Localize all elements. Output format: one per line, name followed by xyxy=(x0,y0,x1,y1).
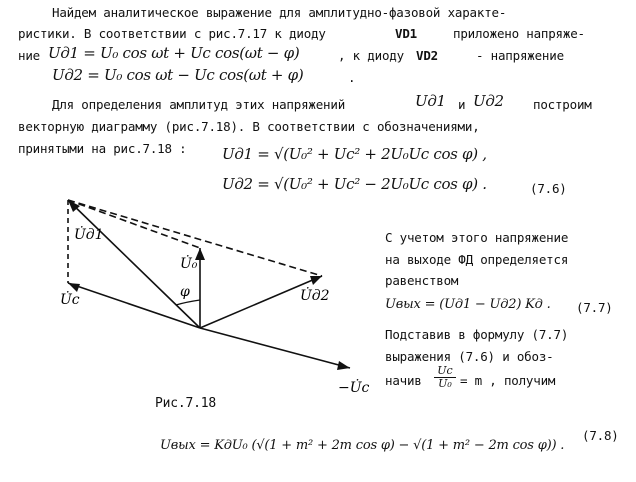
equation-7-8-number: (7.8) xyxy=(582,428,619,443)
p2-line1-text: Для определения амплитуд этих напряжений xyxy=(52,97,346,112)
p2-line3: принятыми на рис.7.18 : xyxy=(18,141,187,156)
diode-vd2-label: VD2 xyxy=(416,48,438,63)
figure-caption: Рис.7.18 xyxy=(155,396,217,411)
p2-line1-end: построим xyxy=(533,97,592,112)
p1-line1: Найдем аналитическое выражение для амплитудно-фазовой характе- xyxy=(52,5,507,20)
side-line6-end: = m , получим xyxy=(460,373,556,388)
label-uc: U̇c xyxy=(60,292,80,308)
equation-7-6-b: Uд2 = √(U₀² + Uc² − 2U₀Uc cos φ) . xyxy=(222,175,487,193)
side-line5: выражения (7.6) и обоз- xyxy=(385,349,554,364)
p2-line2: векторную диаграмму (рис.7.18). В соответствии с обозначениями, xyxy=(18,119,480,134)
fraction-uc-over-u0 xyxy=(434,365,456,390)
symbol-ua2: Uд2 xyxy=(473,92,504,110)
side-line2: на выходе ФД определяется xyxy=(385,252,569,267)
diode-vd1-label: VD1 xyxy=(395,26,417,41)
ua2-arrowhead xyxy=(310,276,322,285)
side-line3: равенством xyxy=(385,273,459,288)
p1-line3-end: - напряжение xyxy=(476,48,564,63)
minus-uc-vector xyxy=(200,328,350,368)
equation-7-6-number: (7.6) xyxy=(530,181,567,196)
phi-angle-arc xyxy=(176,300,200,305)
label-minus-uc: −U̇c xyxy=(338,380,370,396)
side-line6-start: начив xyxy=(385,373,422,388)
p1-line4-period: . xyxy=(348,70,356,85)
label-ua2: U̇д2 xyxy=(300,288,330,304)
uc-arrowhead xyxy=(68,283,80,292)
equation-7-6-a: Uд1 = √(U₀² + Uc² + 2U₀Uc cos φ) , xyxy=(222,145,487,163)
equation-ua1-instant: Uд1 = U₀ cos ωt + Uc cos(ωt − φ) xyxy=(48,44,300,62)
side-line4: Подставив в формулу (7.7) xyxy=(385,327,569,342)
equation-7-7-number: (7.7) xyxy=(576,300,613,315)
equation-7-7: Uвых = (Uд1 − Uд2) Kд . xyxy=(385,297,551,312)
p2-line1-and: и xyxy=(458,97,466,112)
p1-line2-end: приложено напряже- xyxy=(453,26,585,41)
side-line1: С учетом этого напряжение xyxy=(385,230,569,245)
label-ua1: U̇д1 xyxy=(74,227,104,243)
p1-line2-text: ристики. В соответствии с рис.7.17 к диоду xyxy=(18,26,326,41)
p1-line3-mid: , к диоду xyxy=(338,48,404,63)
label-phi: φ xyxy=(180,284,190,300)
equation-ua2-instant: Uд2 = U₀ cos ωt − Uc cos(ωt + φ) xyxy=(52,66,304,84)
equation-7-8: Uвых = KдU₀ (√(1 + m² + 2m cos φ) − √(1 + m² − 2m cos φ)) . xyxy=(160,438,565,453)
fraction-denominator: U₀ xyxy=(438,377,452,390)
label-u0: U̇₀ xyxy=(180,256,198,272)
fraction-numerator: Uc xyxy=(434,365,456,378)
symbol-ua1: Uд1 xyxy=(415,92,446,110)
minus-uc-arrowhead xyxy=(337,361,350,370)
p1-line3-start: ние xyxy=(18,48,40,63)
